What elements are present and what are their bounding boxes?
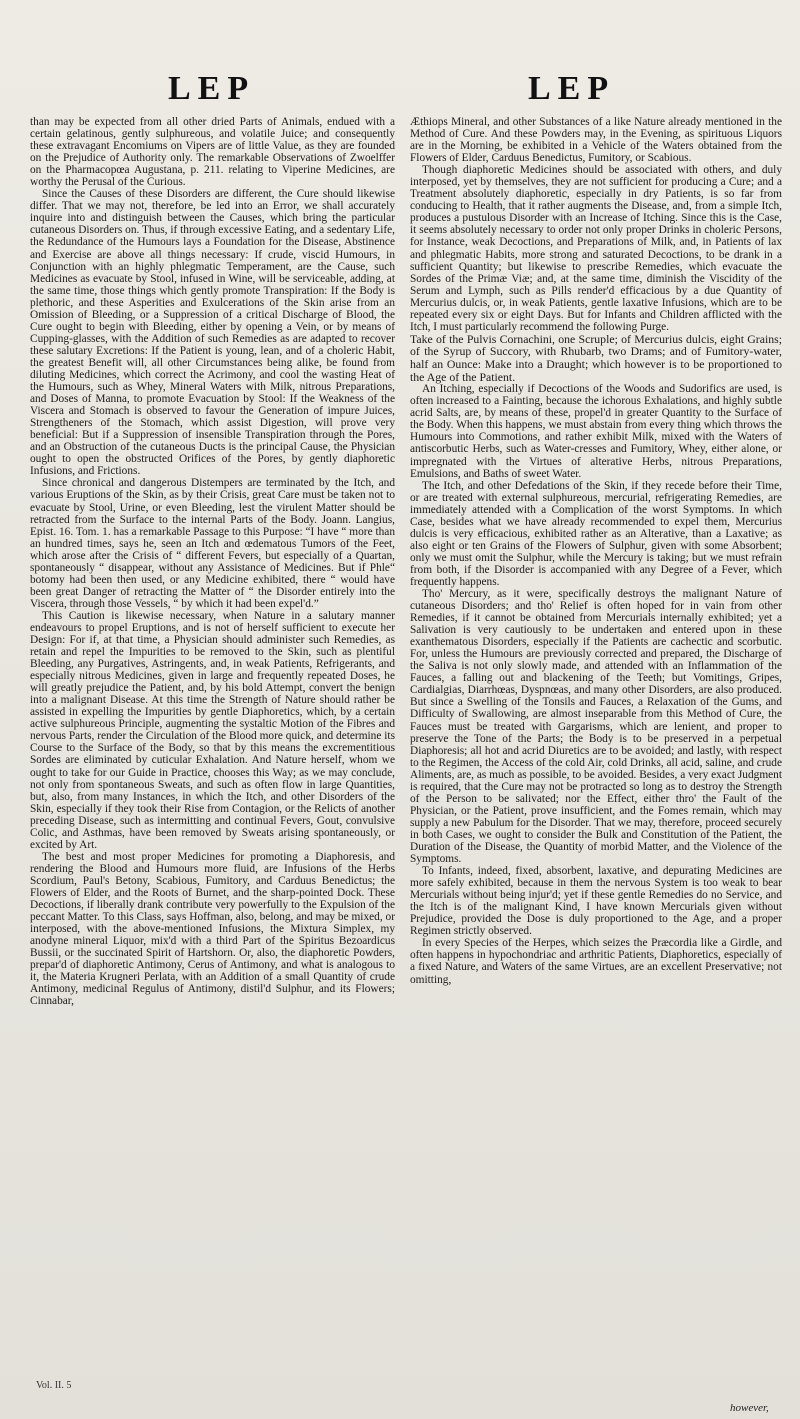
left-column xyxy=(30,116,395,1007)
paragraph: The best and most proper Medicines for promoting a Diaphoresis, and rendering the Blood and Humours more fluid, are Infusions of the Herbs Scordium, Paul's Betony, Scabious, Fumitory, and Carduus Benedictus; the Flowers of Elder, and the Roots of Burnet, and the sharp-pointed Dock. These Decoctions, if liberally drank contribute very powerfully to the Expulsion of the peccant Matter. To this Class, says Hoffman, also, belong, and may be mixed, or interposed, with the above-mentioned Infusions, the Mixtura Simplex, my anodyne mineral Liquor, mix'd with a third Part of the Spiritus Bezoardicus Bussii, or the succinated Spirit of Hartshorn. Or, also, the diaphoretic Powders, prepar'd of diaphoretic Antimony, Cerus of Antimony, and what is analogous to it, the Materia Krugneri Perlata, with an Addition of a small Quantity of crude Antimony, medicinal Regulus of Antimony, distil'd Sulphur, and its Flowers; Cinnabar, xyxy=(30,850,395,1008)
signature-mark: Vol. II. 5 xyxy=(36,1380,72,1391)
right-column xyxy=(410,116,782,986)
header-word-left: LEP xyxy=(168,70,256,107)
paragraph: To Infants, indeed, fixed, absorbent, laxative, and depurating Medicines are more safely exhibited, because in them the nervous System is too weak to bear Mercurials without being injur'd; yet if these gentle Remedies do no Service, and the Itch is of the malignant Kind, I have known Mercurials given without Prejudice, provided the Dose is duly proportioned to the Age, and a proper Regimen strictly observed. xyxy=(410,865,782,938)
paragraph: Æthiops Mineral, and other Substances of a like Nature already mentioned in the Method of Cure. And these Powders may, in the Evening, as spirituous Liquors are in the Morning, be exhibited in a Vehicle of the Waters obtained from the Flowers of Elder, Carduus Benedictus, Fumitory, or Scabious. xyxy=(410,116,782,165)
header-word-right: LEP xyxy=(528,70,616,107)
paragraph: than may be expected from all other dried Parts of Animals, endued with a certain gelatinous, gently sulphureous, and volatile Juice; and consequently these extravagant Encomiums on Vipers are of little Value, as they are founded on the Prejudice of Authority only. The remarkable Observations of Zwoelffer on the Pharmacopœa Augustana, p. 211. relating to Viperine Medicines, are worthy the Perusal of the Curious. xyxy=(30,116,395,189)
paragraph: This Caution is likewise necessary, when Nature in a salutary manner endeavours to propel Eruptions, and is not of herself sufficient to execute her Design: For if, at that time, a Physician should administer such Remedies, as retain and repel the Impurities to be removed to the Skin, such as plentiful Bleeding, any Purgatives, Astringents, and, in weak Patients, Refrigerants, and especially nitrous Medicines, given in large and frequently repeated Doses, he will greatly prejudice the Patient, and, by his bold Attempt, convert the benign into a malignant Disease. At this time the Strength of Nature should rather be assisted in expelling the Impurities by gentle Diaphoretics, which, by a certain active sulphureous Principle, augmenting the systaltic Motion of the Fibres and nervous Parts, render the Circulation of the Blood more quick, and determine its Course to the Surface of the Body, so that by this means the excrementitious Sordes are eliminated by cuticular Exhalation. And Nature herself, whom we ought to take for our Guide in Practice, chooses this Way; as we may conclude, not only from spontaneous Sweats, and such as often flow in large Quantities, but, also, from many Instances, in which the Itch, and other Disorders of the Skin, especially if they took their Rise from Contagion, or the Relicts of another preceding Disease, such as intermitting and continual Fevers, Gout, convulsive Colic, and Asthmas, have been removed by Sweats arising spontaneously, or excited by Art. xyxy=(30,609,395,851)
paragraph: Though diaphoretic Medicines should be associated with others, and duly interposed, yet by themselves, they are not sufficient for producing a Cure; and a Treatment absolutely diaphoretic, especially in dry Patients, is so far from conducing to Health, that it rather augments the Disease, and, from a simple Itch, produces a pustulous Disorder with an Increase of Itching. Since this is the Case, it seems absolutely necessary to order not only proper Drinks in choleric Persons, for Instance, weak Decoctions, and Preparations of Milk, and, in Patients of lax and phlegmatic Habits, more strong and saturated Decoctions, to be drank in a sufficient Quantity; but likewise to prescribe Remedies, which evacuate the Sordes of the Primæ Viæ; and, at the same time, diminish the Viscidity of the Serum and Lymph, such as Pills render'd efficacious by a due Quantity of Mercurius dulcis, or, in weak Patients, gentle laxative Infusions, which are to be repeated every six or eight Days. But for Infants and Children afflicted with the Itch, I must particularly recommend the following Purge. xyxy=(410,164,782,333)
paragraph: Since chronical and dangerous Distempers are terminated by the Itch, and various Eruptions of the Skin, as by their Crisis, great Care must be taken not to evacuate by Stool, Urine, or even Bleeding, lest the virulent Matter should be retracted from the Surface to the internal Parts of the Body. Joann. Langius, Epist. 16. Tom. 1. has a remarkable Passage to this Purpose: “I have “ more than an hundred times, says he, seen an Itch and œdematous Tumors of the Feet, which arose after the Crisis of “ different Fevers, but especially of a Quartan, spontaneously “ disappear, without any Assistance of Medicines. But if Phle“ botomy had been then used, or any Medicine exhibited, there “ would have been great Danger of retracting the Matter of “ the Disorder entirely into the Viscera, through those Vessels, “ by which it had been expel'd.” xyxy=(30,477,395,610)
prescription-block: Take of the Pulvis Cornachini, one Scruple; of Mercurius dulcis, eight Grains; of the Syrup of Succory, with Rhubarb, two Drams; and of Fumitory-water, half an Ounce: Make into a Draught; which however is to be proportioned to the Age of the Patient. xyxy=(410,331,782,384)
catchword: however, xyxy=(730,1402,769,1414)
paragraph: The Itch, and other Defedations of the Skin, if they recede before their Time, or are treated with external sulphureous, mercurial, refrigerating Remedies, are immediately attended with a Complication of the worst Symptoms. In which Case, besides what we have already recommended to expel them, Mercurius dulcis is very efficacious, exhibited rather as an Alterative, than a Laxative; as also eight or ten Grains of the Flowers of Sulphur, given with some Absorbent; only we must omit the Sulphur, while the Mercury is taking; but we must refrain from both, if the Disorder is accompanied with any Degree of a Fever, which frequently happens. xyxy=(410,479,782,588)
running-header xyxy=(0,70,800,114)
paragraph: In every Species of the Herpes, which seizes the Præcordia like a Girdle, and often happens in hypochondriac and arthritic Patients, Diaphoretics, especially of a fixed Nature, and Waters of the same Virtues, are an excellent Preservative; not omitting, xyxy=(410,937,782,986)
paragraph: An Itching, especially if Decoctions of the Woods and Sudorifics are used, is often increased to a Fainting, because the ichorous Exhalations, and highly subtle acrid Salts, are, by means of these, propel'd in greater Quantity to the Surface of the Body. When this happens, we must abstain from every thing which throws the Humours into Commotions, and rather exhibit Milk, mixed with the Waters of antiscorbutic Herbs, such as Water-cresses and Fumitory, Whey, either alone, or impregnated with the Virtues of alterative Herbs, nitrous Preparations, Emulsions, and Baths of sweet Water. xyxy=(410,383,782,480)
paragraph: Tho' Mercury, as it were, specifically destroys the malignant Nature of cutaneous Disorders; and tho' Relief is often hoped for in vain from other Remedies, if it cannot be obtained from Mercurials internally exhibited; yet a Salivation is very cautiously to be undertaken and entered upon in these exanthematous Disorders, especially if the Patients are cachectic and scorbutic. For, unless the Humours are previously corrected and prepared, the Discharge of the Saliva is not only slowly made, and attended with an Inflammation of the Fauces, a falling out and blackening of the Teeth; but Vomitings, Gripes, Cardialgias, Diarrhœas, Dyspnœas, and many other Disorders, are also produced. But since a Swelling of the Tonsils and Fauces, a Relaxation of the Gums, and Difficulty of Swallowing, are almost inseparable from this Method of Cure, the Fauces must be treated with Gargarisms, which are lenient, and proper to preserve the Tone of the Parts; the Body is to be preserved in a perpetual Diaphoresis; all hot and acrid Diuretics are to be avoided; and lastly, with respect to the Regimen, the Access of the cold Air, cold Drinks, all acid, saline, and crude Aliments, are, as much as possible, to be avoided. Besides, a very exact Judgment is required, that the Cure may not be protracted so long as to destroy the Strength of the Person to be salivated; nor the Effect, either thro' the Fault of the Physician, or the Patient, prove insufficient, and the Fomes remain, which may supply a new Pabulum for the Disorder. That we may, therefore, proceed securely in both Cases, we ought to consider the Bulk and Constitution of the Patient, the Duration of the Disease, the Quantity of morbid Matter, and the Violence of the Symptoms. xyxy=(410,588,782,866)
paragraph: Since the Causes of these Disorders are different, the Cure should likewise differ. That we may not, therefore, be led into an Error, we shall accurately inquire into and distinguish between the Causes, which bring the particular cutaneous Disorders on. Thus, if through excessive Eating, and a sedentary Life, the Redundance of the Humours lays a Foundation for the Disease, Abstinence and Exercise are above all things necessary: If crude, viscid Humours, in Conjunction with an highly phlegmatic Temperament, are the Cause, such Medicines as evacuate by Stool, infused in Wine, will be serviceable, adding, at the same time, those things which gently promote Transpiration: If the Body is plethoric, and these Asperities and Exulcerations of the Skin arise from an Omission of Bleeding, or a Suppression of a critical Discharge of Blood, the Cure ought to begin with Bleeding, either by opening a Vein, or by means of Cupping-glasses, with the Addition of such Remedies as are adapted to recover these salutary Excretions: If the Patient is young, lean, and of a choleric Habit, the greatest Benefit will, all other Circumstances being alike, be found from diluting Medicines, which correct the Acrimony, and cool the wasting Heat of the Humours, such as Whey, Mineral Waters with Milk, nitrous Preparations, and Doses of Manna, to promote Evacuation by Stool: If the Weakness of the Viscera and Stomach is observed to favour the Generation of impure Juices, Strengtheners of the Stomach, which assist Digestion, will prove very beneficial: But if a Suppression of insensible Transpiration through the Pores, and an Obstruction of the cutaneous Ducts is the principal Cause, the Physician ought to open the obstructed Orifices of the Pores, by gently diaphoretic Infusions, and Frictions. xyxy=(30,188,395,478)
